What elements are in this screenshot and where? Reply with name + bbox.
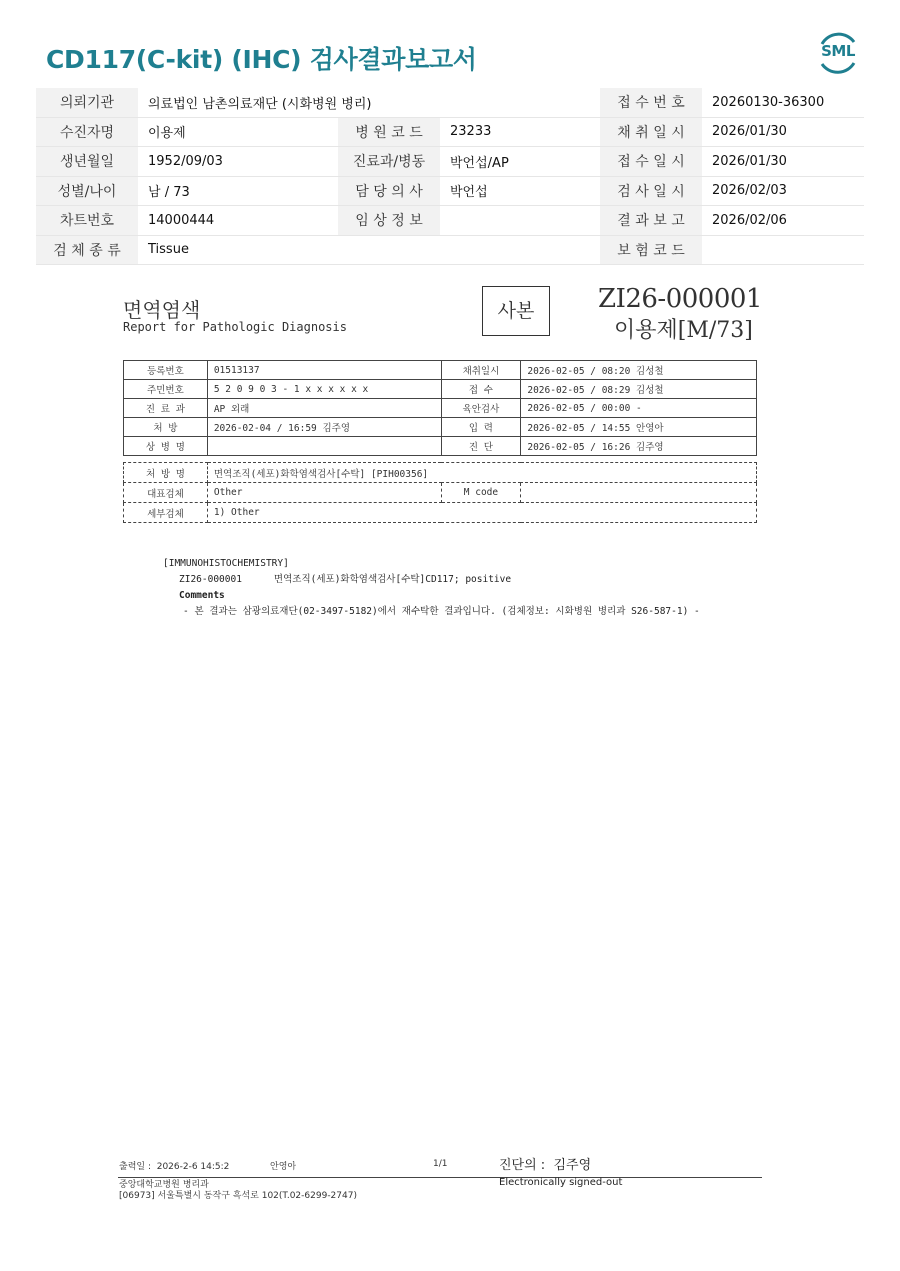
- reg-value: 01513137: [207, 361, 441, 380]
- info-row: [36, 235, 864, 265]
- reg-value: 2026-02-05 / 08:20 김성철: [521, 361, 757, 380]
- info-row: [36, 176, 864, 206]
- reg-label: 처 방: [124, 418, 208, 437]
- page-number: 1/1: [433, 1159, 448, 1169]
- comment-text: - 본 결과는 삼광의료재단(02-3497-5182)에서 재수탁한 결과입니다. (검체정보: 시화병원 병리과 S26-587-1) -: [183, 606, 700, 617]
- info-value: [702, 235, 864, 265]
- print-label: 출력일 :: [119, 1162, 151, 1172]
- ihc-id: ZI26-000001: [179, 574, 242, 585]
- reg-value: 5 2 0 9 0 3 - 1 x x x x x x: [207, 380, 441, 399]
- report-id: ZI26-000001: [598, 284, 762, 314]
- ihc-heading: [IMMUNOHISTOCHEMISTRY]: [163, 558, 289, 569]
- info-label: 검 사 일 시: [600, 176, 702, 206]
- detail-specimen-value: 1) Other: [207, 503, 756, 523]
- reg-label: 접 수: [441, 380, 521, 399]
- reg-value: 2026-02-05 / 00:00 -: [521, 399, 757, 418]
- info-value: 2026/01/30: [702, 147, 864, 177]
- info-value: [440, 235, 600, 265]
- reg-label: 채취일시: [441, 361, 521, 380]
- ihc-result-section: [163, 556, 700, 620]
- rep-specimen-label: 대표검체: [124, 483, 208, 503]
- reg-value: [207, 437, 441, 456]
- info-value: 20260130-36300: [702, 88, 864, 117]
- reg-value: 2026-02-04 / 16:59 김주영: [207, 418, 441, 437]
- mcode-label: M code: [441, 483, 521, 503]
- info-value: 2026/01/30: [702, 117, 864, 147]
- info-label: 담 당 의 사: [338, 176, 440, 206]
- info-label: 차트번호: [36, 206, 138, 236]
- order-value: 면역조직(세포)화학염색검사[수탁] [PIH00356]: [207, 463, 756, 483]
- specimen-table: [123, 462, 757, 523]
- table-row: [124, 361, 757, 380]
- logo-text: SML: [821, 42, 855, 60]
- info-value: 남 / 73: [138, 176, 338, 206]
- info-label: 수진자명: [36, 117, 138, 147]
- registration-table: [123, 360, 757, 456]
- reg-value: 2026-02-05 / 08:29 김성철: [521, 380, 757, 399]
- print-date: 2026-2-6 14:5:2: [156, 1162, 230, 1172]
- report-patient: 이용제[M/73]: [614, 318, 753, 343]
- info-label: 성별/나이: [36, 176, 138, 206]
- reg-label: 진 단: [441, 437, 521, 456]
- table-row: [124, 503, 757, 523]
- table-row: [124, 399, 757, 418]
- table-row: [124, 418, 757, 437]
- copy-stamp: 사본: [482, 286, 550, 336]
- info-label: 접 수 번 호: [600, 88, 702, 117]
- report-title-en: Report for Pathologic Diagnosis: [123, 320, 347, 334]
- info-label: 접 수 일 시: [600, 147, 702, 177]
- info-value: 박언섭: [440, 176, 600, 206]
- esign-status: Electronically signed-out: [499, 1177, 623, 1188]
- org-name: 중앙대학교병원 병리과: [119, 1180, 209, 1190]
- info-label: 검 체 종 류: [36, 235, 138, 265]
- table-row: [124, 483, 757, 503]
- mcode-value: [521, 483, 757, 503]
- info-row: [36, 147, 864, 177]
- reg-value: AP 외래: [207, 399, 441, 418]
- org-address: [06973] 서울특별시 동작구 흑석로 102(T.02-6299-2747): [119, 1191, 357, 1201]
- order-label: 처 방 명: [124, 463, 208, 483]
- table-row: [124, 463, 757, 483]
- reg-label: 등록번호: [124, 361, 208, 380]
- table-row: [124, 437, 757, 456]
- table-row: [124, 380, 757, 399]
- reg-value: 2026-02-05 / 16:26 김주영: [521, 437, 757, 456]
- info-label: 병 원 코 드: [338, 117, 440, 147]
- footer-divider: [118, 1177, 762, 1178]
- diag-label: 진단의 :: [499, 1158, 546, 1173]
- reg-value: 2026-02-05 / 14:55 안영아: [521, 418, 757, 437]
- reg-label: 육안검사: [441, 399, 521, 418]
- reg-label: 상 병 명: [124, 437, 208, 456]
- info-value: 박언섭/AP: [440, 147, 600, 177]
- comments-label: Comments: [179, 590, 225, 601]
- page-title: CD117(C-kit) (IHC) 검사결과보고서: [46, 45, 477, 74]
- info-label: 결 과 보 고: [600, 206, 702, 236]
- ihc-result: 면역조직(세포)화학염색검사[수탁]CD117; positive: [273, 574, 512, 585]
- diagnosing-doctor: [499, 1154, 591, 1173]
- info-label: 생년월일: [36, 147, 138, 177]
- patient-info-table: [36, 88, 864, 265]
- info-row: [36, 88, 864, 117]
- info-row: [36, 117, 864, 147]
- detail-specimen-label: 세부검체: [124, 503, 208, 523]
- info-value: 14000444: [138, 206, 338, 236]
- info-label: 임 상 정 보: [338, 206, 440, 236]
- ihc-result-line: [179, 572, 700, 588]
- sml-logo: [814, 30, 862, 76]
- info-label: 의뢰기관: [36, 88, 138, 117]
- info-label: 진료과/병동: [338, 147, 440, 177]
- info-value: 23233: [440, 117, 600, 147]
- reg-label: 주민번호: [124, 380, 208, 399]
- rep-specimen-value: Other: [207, 483, 441, 503]
- info-label: 보 험 코 드: [600, 235, 702, 265]
- info-row: [36, 206, 864, 236]
- info-label: 채 취 일 시: [600, 117, 702, 147]
- info-value: Tissue: [138, 235, 338, 265]
- reg-label: 진 료 과: [124, 399, 208, 418]
- printer-name: 안영아: [270, 1162, 297, 1172]
- info-value: 이용제: [138, 117, 338, 147]
- info-value: 1952/09/03: [138, 147, 338, 177]
- diag-name: 김주영: [553, 1158, 592, 1173]
- info-value: 의료법인 남촌의료재단 (시화병원 병리): [138, 88, 600, 117]
- info-value: 2026/02/03: [702, 176, 864, 206]
- info-value: 2026/02/06: [702, 206, 864, 236]
- reg-label: 입 력: [441, 418, 521, 437]
- print-info: [119, 1159, 229, 1172]
- info-value: [440, 206, 600, 236]
- info-label: [338, 235, 440, 265]
- report-title-ko: 면역염색: [123, 298, 201, 322]
